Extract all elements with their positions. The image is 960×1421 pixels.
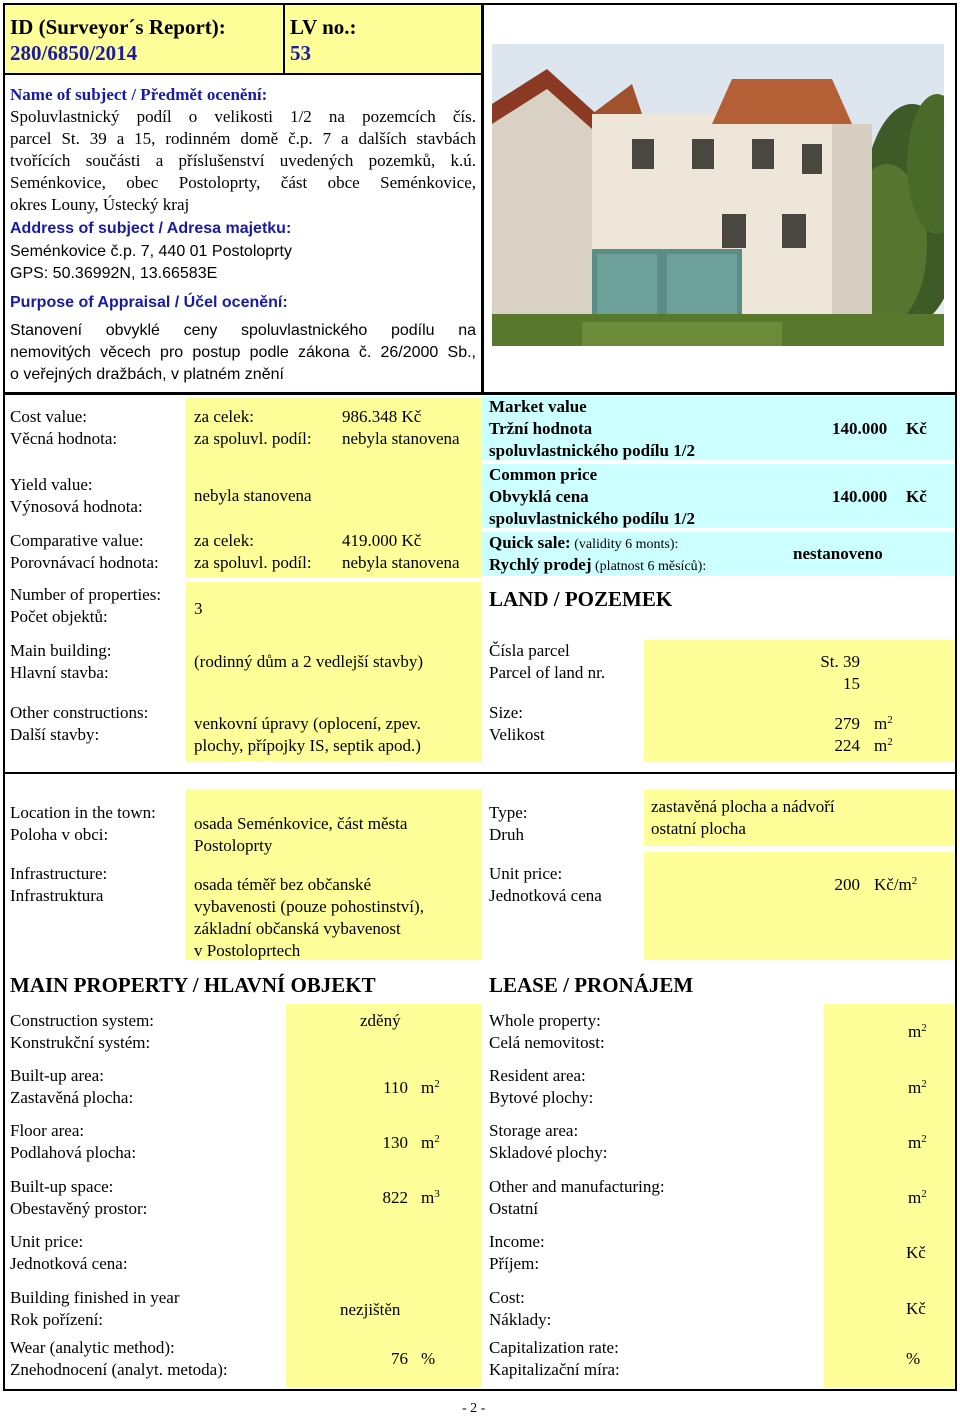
construction-system-label: Construction system: — [10, 1011, 155, 1030]
unit-price-value: 200 — [834, 875, 860, 894]
yield-value-label: Yield value: — [10, 475, 93, 494]
m-unit: m — [908, 1188, 922, 1207]
land-heading: LAND / POZEMEK — [489, 587, 673, 611]
built-up-area-label-cz: Zastavěná plocha: — [10, 1088, 134, 1107]
quick-sale-cz: Rychlý prodej — [489, 555, 592, 574]
frame-left — [3, 3, 5, 1391]
comp-za-celek: za celek: — [194, 531, 254, 550]
m-unit: m — [874, 714, 888, 733]
m-unit: m — [908, 1133, 922, 1152]
cost-za-spoluvl: za spoluvl. podíl: — [194, 429, 312, 448]
other-manufacturing-unit — [908, 1187, 927, 1209]
location-value-2: Postoloprty — [194, 836, 273, 855]
storage-area-unit — [908, 1132, 927, 1154]
market-value-label-cz: Tržní hodnota — [489, 419, 593, 438]
cost-total: 986.348 Kč — [342, 407, 422, 426]
location-label-cz: Poloha v obci: — [10, 825, 109, 844]
sq-superscript: 2 — [921, 1022, 927, 1034]
m-unit: m — [421, 1078, 435, 1097]
market-value-amount: 140.000 — [832, 419, 888, 438]
yield-value: nebyla stanovena — [194, 486, 312, 505]
wear-label-cz: Znehodnocení (analyt. metoda): — [10, 1360, 228, 1379]
cost-value-label: Cost value: — [10, 407, 87, 426]
m-unit: m — [421, 1188, 435, 1207]
construction-system-value: zděný — [360, 1011, 401, 1030]
unit-price-label: Unit price: — [489, 864, 563, 883]
common-price-currency: Kč — [906, 487, 927, 506]
capitalization-label: Capitalization rate: — [489, 1338, 619, 1357]
unitprice-bg — [644, 852, 956, 960]
infrastructure-value-4: v Postoloprtech — [194, 941, 301, 960]
purpose-line: Stanovení obvyklé ceny spoluvlastnického podílu na — [10, 322, 476, 339]
floor-area-label-cz: Podlahová plocha: — [10, 1143, 137, 1162]
frame-top — [3, 3, 957, 5]
infrastructure-label: Infrastructure: — [10, 864, 108, 883]
built-up-area-unit — [421, 1077, 440, 1099]
infrastructure-label-cz: Infrastruktura — [10, 886, 104, 905]
page-number: - 2 - — [462, 1401, 486, 1416]
sq-superscript: 2 — [921, 1078, 927, 1090]
purpose-text — [10, 320, 476, 386]
quick-sale-en: Quick sale: — [489, 533, 571, 552]
m-unit: m — [908, 1022, 922, 1041]
common-price-label-cz: Obvyklá cena — [489, 487, 589, 506]
house-photo-illustration — [492, 44, 944, 346]
storage-area-label: Storage area: — [489, 1121, 579, 1140]
type-value-1: zastavěná plocha a nádvoří — [651, 797, 835, 816]
other-constructions-value2: plochy, přípojky IS, septik apod.) — [194, 736, 421, 755]
comp-total: 419.000 Kč — [342, 531, 422, 550]
size-value-1: 279 — [834, 714, 860, 733]
report-id-label: ID (Surveyor´s Report): — [10, 15, 226, 39]
subject-line: Seménkovice, obec Postoloprty, část obce Seménkovice, — [10, 173, 476, 192]
m-unit: m — [874, 736, 888, 755]
size-label-cz: Velikost — [489, 725, 545, 744]
header-divider — [3, 73, 483, 75]
sq-superscript: 2 — [911, 875, 918, 887]
floor-area-unit — [421, 1132, 440, 1154]
lease-heading: LEASE / PRONÁJEM — [489, 973, 694, 997]
construction-system-label-cz: Konstrukční systém: — [10, 1033, 151, 1052]
size-unit-2 — [874, 735, 893, 757]
built-up-space-label: Built-up space: — [10, 1177, 114, 1196]
size-label: Size: — [489, 703, 523, 722]
common-price-amount: 140.000 — [832, 487, 888, 506]
built-up-area-value: 110 — [383, 1078, 408, 1097]
wear-unit: % — [421, 1349, 436, 1368]
subject-line: Spoluvlastnický podíl o velikosti 1/2 na pozemcích čís. — [10, 107, 476, 126]
unit-price-kc: Kč/m — [874, 875, 912, 894]
income-unit: Kč — [906, 1243, 926, 1262]
cost-value-label-cz: Věcná hodnota: — [10, 429, 118, 448]
other-constructions-value1: venkovní úpravy (oplocení, zpev. — [194, 714, 421, 733]
num-properties-label-cz: Počet objektů: — [10, 607, 108, 626]
built-up-space-unit — [421, 1187, 440, 1209]
left-column-divider — [481, 3, 484, 395]
resident-area-unit — [908, 1077, 927, 1099]
market-value-label: Market value — [489, 397, 587, 416]
cost-share: nebyla stanovena — [342, 429, 460, 448]
cost-za-celek: za celek: — [194, 407, 254, 426]
wear-value: 76 — [391, 1349, 408, 1368]
sq-superscript: 2 — [887, 714, 893, 726]
unit-price-main-label: Unit price: — [10, 1232, 84, 1251]
address-line: Seménkovice č.p. 7, 440 01 Postoloprty — [10, 243, 292, 260]
building-finished-label: Building finished in year — [10, 1288, 180, 1307]
cost-lease-unit: Kč — [906, 1299, 926, 1318]
cost-lease-label: Cost: — [489, 1288, 525, 1307]
whole-property-label: Whole property: — [489, 1011, 601, 1030]
cube-superscript: 3 — [434, 1188, 440, 1200]
comparative-value-label-cz: Porovnávací hodnota: — [10, 553, 159, 572]
report-id-value: 280/6850/2014 — [10, 41, 138, 65]
built-up-space-label-cz: Obestavěný prostor: — [10, 1199, 148, 1218]
subject-line: tvořících součásti a příslušenství uvedených pozemků, k.ú. — [10, 151, 476, 170]
resident-area-label-cz: Bytové plochy: — [489, 1088, 594, 1107]
m-unit: m — [421, 1133, 435, 1152]
common-price-share: spoluvlastnického podílu 1/2 — [489, 509, 695, 528]
income-label: Income: — [489, 1232, 545, 1251]
unit-price-unit — [874, 874, 917, 896]
common-price-label: Common price — [489, 465, 598, 484]
resident-area-label: Resident area: — [489, 1066, 586, 1085]
capitalization-unit: % — [906, 1349, 921, 1368]
market-value-currency: Kč — [906, 419, 927, 438]
storage-area-label-cz: Skladové plochy: — [489, 1143, 608, 1162]
unit-price-label-cz: Jednotková cena — [489, 886, 602, 905]
market-value-share: spoluvlastnického podílu 1/2 — [489, 441, 695, 460]
type-label-cz: Druh — [489, 825, 524, 844]
gps-line: GPS: 50.36992N, 13.66583E — [10, 265, 218, 282]
purpose-line: o veřejných dražbách, v platném znění — [10, 366, 284, 383]
parcel-number-1: St. 39 — [820, 652, 860, 671]
property-photo — [492, 44, 944, 346]
floor-area-label: Floor area: — [10, 1121, 85, 1140]
infrastructure-value-3: základní občanská vybavenost — [194, 919, 401, 938]
num-properties-value: 3 — [194, 599, 203, 618]
subject-heading: Name of subject / Předmět ocenění: — [10, 85, 268, 104]
sq-superscript: 2 — [434, 1133, 440, 1145]
lv-value: 53 — [290, 41, 311, 65]
parcel-label: Parcel of land nr. — [489, 663, 606, 682]
mid-section-divider — [3, 772, 957, 774]
capitalization-label-cz: Kapitalizační míra: — [489, 1360, 620, 1379]
parcel-label-cz: Čísla parcel — [489, 641, 570, 660]
comparative-value-label: Comparative value: — [10, 531, 144, 550]
wear-label: Wear (analytic method): — [10, 1338, 175, 1357]
other-constructions-label-cz: Další stavby: — [10, 725, 100, 744]
comp-za-spoluvl: za spoluvl. podíl: — [194, 553, 312, 572]
quick-sale-label-cz — [489, 554, 706, 578]
frame-bottom — [3, 1389, 957, 1391]
location-value-1: osada Seménkovice, část města — [194, 814, 408, 833]
floor-area-value: 130 — [382, 1133, 408, 1152]
quick-sale-cz-note: (platnost 6 měsíců): — [591, 559, 707, 574]
infrastructure-value-1: osada téměř bez občanské — [194, 875, 371, 894]
size-unit-1 — [874, 713, 893, 735]
quick-sale-en-note: (validity 6 monts): — [570, 537, 679, 552]
subject-line: parcel St. 39 a 15, rodinném domě č.p. 7 a dalších stavbách — [10, 129, 476, 148]
main-building-label-cz: Hlavní stavba: — [10, 663, 109, 682]
sq-superscript: 2 — [921, 1188, 927, 1200]
built-up-space-value: 822 — [382, 1188, 408, 1207]
main-building-value: (rodinný dům a 2 vedlejší stavby) — [194, 652, 423, 671]
quick-sale-label — [489, 532, 678, 556]
other-manufacturing-label-cz: Ostatní — [489, 1199, 539, 1218]
main-property-heading: MAIN PROPERTY / HLAVNÍ OBJEKT — [10, 973, 376, 997]
num-properties-label: Number of properties: — [10, 585, 162, 604]
subject-text — [10, 106, 476, 216]
sq-superscript: 2 — [434, 1078, 440, 1090]
whole-property-unit — [908, 1021, 927, 1043]
frame-right — [955, 3, 957, 1391]
address-heading: Address of subject / Adresa majetku: — [10, 220, 292, 237]
header-mid-divider — [283, 3, 285, 75]
purpose-line: nemovitých věcech pro postup podle zákona č. 26/2000 Sb., — [10, 344, 476, 361]
income-label-cz: Příjem: — [489, 1254, 540, 1273]
infrastructure-value-2: vybavenosti (pouze pohostinství), — [194, 897, 424, 916]
building-finished-value: nezjištěn — [340, 1300, 401, 1319]
main-building-label: Main building: — [10, 641, 112, 660]
type-label: Type: — [489, 803, 528, 822]
subject-line: okres Louny, Ústecký kraj — [10, 195, 190, 214]
parcel-number-2: 15 — [843, 674, 860, 693]
other-manufacturing-label: Other and manufacturing: — [489, 1177, 665, 1196]
type-value-2: ostatní plocha — [651, 819, 746, 838]
sq-superscript: 2 — [921, 1133, 927, 1145]
cost-lease-label-cz: Náklady: — [489, 1310, 552, 1329]
size-value-2: 224 — [834, 736, 860, 755]
purpose-heading: Purpose of Appraisal / Účel ocenění: — [10, 294, 288, 311]
other-constructions-label: Other constructions: — [10, 703, 149, 722]
top-section-divider — [3, 392, 957, 395]
lease-bg — [824, 1004, 956, 1388]
whole-property-label-cz: Celá nemovitost: — [489, 1033, 605, 1052]
built-up-area-label: Built-up area: — [10, 1066, 104, 1085]
unit-price-main-label-cz: Jednotková cena: — [10, 1254, 128, 1273]
location-label: Location in the town: — [10, 803, 156, 822]
yield-value-label-cz: Výnosová hodnota: — [10, 497, 143, 516]
sq-superscript: 2 — [887, 736, 893, 748]
m-unit: m — [908, 1078, 922, 1097]
comp-share: nebyla stanovena — [342, 553, 460, 572]
lv-label: LV no.: — [290, 15, 357, 39]
quick-sale-value: nestanoveno — [793, 544, 883, 563]
building-finished-label-cz: Rok pořízení: — [10, 1310, 104, 1329]
